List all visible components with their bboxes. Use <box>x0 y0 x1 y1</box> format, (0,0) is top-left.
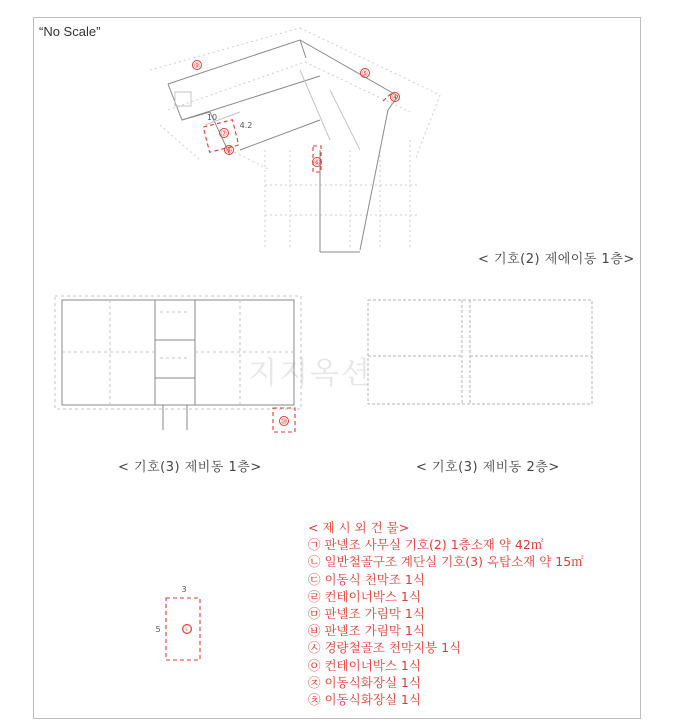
mark-label: ⑤ <box>361 69 369 78</box>
dimension-label: 10 <box>206 113 218 122</box>
legend-item: ㉣ 컨테이너박스 1식 <box>308 588 421 604</box>
dimension-label: 3 <box>181 585 187 594</box>
mark-label: ④ <box>391 93 399 102</box>
dimension-label: 5 <box>155 625 161 634</box>
legend-item: ㉢ 이동식 천막조 1식 <box>308 571 425 587</box>
legend-item: ㉤ 판넬조 가림막 1식 <box>308 606 425 622</box>
mark-label: ⓒ <box>183 625 191 634</box>
mark-label: ⑦ <box>220 129 228 138</box>
watermark-text: 지지옥션 <box>248 356 372 391</box>
dimension-label: 4.2 <box>239 121 253 130</box>
legend-item: ㉡ 일반철골구조 계단실 기호(3) 옥탑소재 약 15㎡ <box>308 554 584 570</box>
left-floor-plan <box>55 296 301 432</box>
mark-label: ⑨ <box>193 61 201 70</box>
legend-title: < 제 시 외 건 물> <box>308 520 410 535</box>
caption-top-plan: < 기호(2) 제에이동 1층> <box>478 252 635 267</box>
legend-item: ㉩ 이동식화장실 1식 <box>308 692 421 708</box>
legend-item: ㉨ 이동식화장실 1식 <box>308 674 421 690</box>
caption-right-plan: < 기호(3) 제비동 2층> <box>416 460 560 475</box>
legend-item: ㉥ 판넬조 가림막 1식 <box>308 623 425 639</box>
right-floor-plan <box>368 300 592 404</box>
legend-item: ㉠ 판넬조 사무실 기호(2) 1층소재 약 42㎡ <box>308 537 544 553</box>
mark-label: ⑩ <box>280 417 288 426</box>
legend-item: ㉧ 컨테이너박스 1식 <box>308 657 421 673</box>
legend-item: ㉦ 경량철골조 천막지붕 1식 <box>308 640 462 656</box>
mark-label: ⑧ <box>225 146 233 155</box>
no-scale-note: “No Scale” <box>39 24 101 39</box>
mark-label: ⑥ <box>313 158 321 167</box>
caption-left-plan: < 기호(3) 제비동 1층> <box>118 460 262 475</box>
legend <box>308 519 584 708</box>
